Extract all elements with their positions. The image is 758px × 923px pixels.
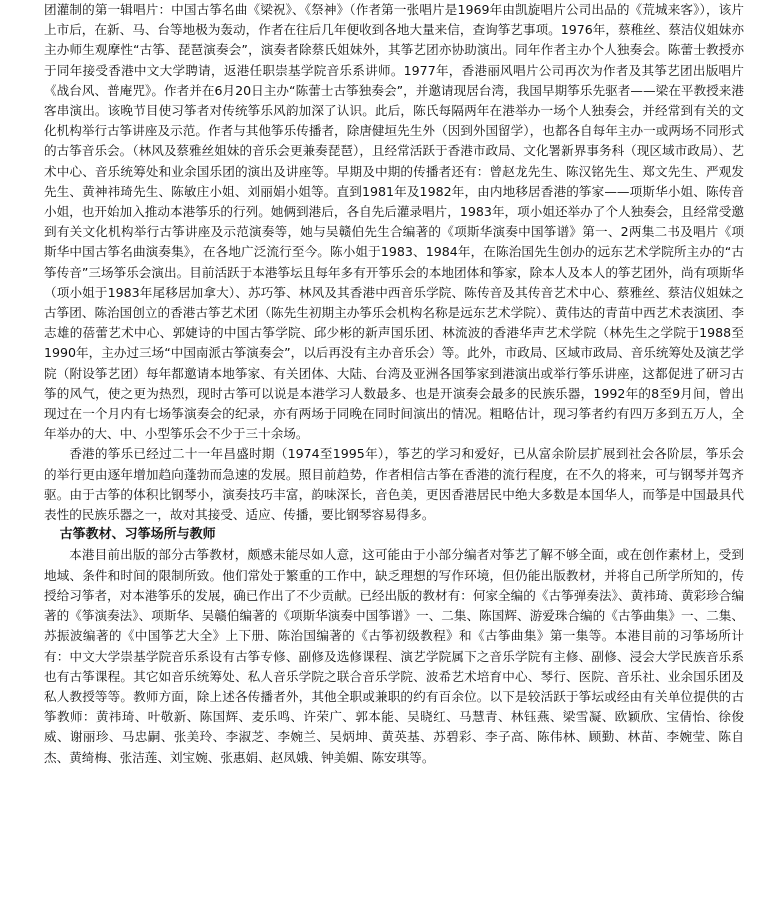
document-page bbox=[44, 0, 744, 768]
section-heading: 古筝教材、习筝场所与教师 bbox=[59, 527, 216, 543]
paragraph-prosperity: 香港的筝乐已经过二十一年昌盛时期（1974至1995年），筝艺的学习和爱好，已从富余阶层扩展到社会各阶层，筝乐会的举行更由逐年增加趋向蓬勃而急速的发展。照目前趋势，作者相信古筝在香港的流行程度，在不久的将来，可与钢琴并驾齐驱。由于古筝的体积比钢琴小，演奏技巧丰富，韵味深长，音色美，更因香港居民中绝大多数是本国华人，而筝是中国最具代表性的民族乐器之一，故对其接受、适应、传播，要比钢琴容易得多。 bbox=[44, 446, 744, 523]
paragraph-history: 团灌制的第一辑唱片：中国古筝名曲《梁祝》、《祭神》（作者第一张唱片是1969年由凯旋唱片公司出品的《荒城来客》），该片上市后，在新、马、台等地极为轰动，作者在往后几年便收到各地大量来信，查询筝艺事项。1976年，蔡稚丝、蔡洁仪姐妹亦主办师生观摩性“古筝、琵琶演奏会”，演奏者除蔡氏姐妹外，其筝艺团亦协助演出。同年作者主办个人独奏会。陈蕾士教授亦于同年接受香港中文大学聘请，返港任职崇基学院音乐系讲师。1977年，香港丽风唱片公司再次为作者及其筝艺团出版唱片《战台风、普庵咒》。作者并在6月20日主办“陈蕾士古筝独奏会”，并邀请现居台湾，我国早期筝乐先驱者——梁在平教授来港客串演出。该晚节目使习筝者对传统筝乐风韵加深了认识。此后，陈氏每隔两年在港举办一场个人独奏会，并经常到有关的文化机构举行古筝讲座及示范。作者与其他筝乐传播者，除唐健垣先生外（因到外国留学），也都各自每年主办一或两场不同形式的古筝音乐会。（林风及蔡雅丝姐妹的音乐会更兼奏琵琶），且经常活跃于香港市政局、文化署新界事务科（现区域市政局）、艺术中心、音乐统筹处和业余国乐团的演出及讲座等。早期及中期的传播者还有：曾赵龙先生、陈汉铭先生、郑文先生、严观发先生、黄神祎琦先生、陈敏庄小姐、刘丽娟小姐等。直到1981年及1982年，由内地移居香港的筝家——项斯华小姐、陈传音小姐，也开始加入推动本港筝乐的行列。她俩到港后，各自先后灌录唱片，1983年，项小姐还举办了个人独奏会，且经常受邀到有关文化机构举行古筝讲座及示范演奏等，她与吴赣伯先生合编著的《项斯华演奏中国筝谱》第一、2两集二书及唱片《项斯华中国古筝名曲演奏集》，在各地广泛流行至今。陈小姐于1983、1984年，在陈治国先生创办的远东艺术学院所主办的“古筝传音”三场筝乐会演出。目前活跃于本港筝坛且每年多有开筝乐会的本地团体和筝家，除本人及本人的筝艺团外，尚有项斯华（项小姐于1983年尾移居加拿大）、苏巧筝、林风及其香港中西音乐学院、陈传音及其传音艺术中心、蔡雅丝、蔡洁仪姐妹之古筝团、陈治国创立的香港古筝艺术团（陈先生初期主办筝乐会机构名称是远东艺术学院）、黄伟达的青苗中西艺术表演团、李志雄的蓓蕾艺术中心、郭婕诗的中国古筝学院、邱少彬的新声国乐团、林流波的香港华声艺术学院（林先生之学院于1988至1990年，主办过三场“中国南派古筝演奏会”，以后再没有主办音乐会）等。此外，市政局、区域市政局、音乐统筹处及演艺学院（附设筝艺团）每年都邀请本地筝家、有关团体、大陆、台湾及亚洲各国筝家到港演出或举行筝乐讲座，这都促进了研习古筝的风气，使之更为热烈，现时古筝可以说是本港学习人数最多、也是开演奏会最多的民族乐器，1992年的8至9月间，曾出现过在一个月内有七场筝演奏会的纪录，亦有两场于同晚在同时间演出的情况。粗略估计，现习筝者约有四万多到五万人，全年举办的大、中、小型筝乐会不少于三十余场。 bbox=[44, 2, 744, 442]
paragraph-materials: 本港目前出版的部分古筝教材，颇感未能尽如人意，这可能由于小部分编者对筝艺了解不够全面，或在创作素材上，受到地域、条件和时间的限制所致。他们常处于繁重的工作中，缺乏理想的写作环境，但仍能出版教材，并将自己所学所知的，传授给习筝者，对本港筝乐的发展，确已作出了不少贡献。已经出版的教材有：何家全编的《古筝弹奏法》、黄祎琦、黄彩珍合编著的《筝演奏法》、项斯华、吴赣伯编著的《项斯华演奏中国筝谱》一、二集、陈国辉、游爱珠合编的《古筝曲集》一、二集、苏振波编著的《中国筝艺大全》上下册、陈治国编著的《古筝初级教程》和《古筝曲集》第一集等。本港目前的习筝场所计有：中文大学崇基学院音乐系设有古筝专修、副修及选修课程、演艺学院属下之音乐学院有主修、副修、浸会大学民族音乐系也有古筝课程。其它如音乐统筹处、私人音乐学院之联合音乐学院、波希艺术培育中心、琴行、医院、音乐社、业余国乐团及私人教授等等。教师方面，除上述各传播者外，其他全职或兼职的约有百余位。以下是较活跃于筝坛或经由有关单位提供的古筝教师：黄祎琦、叶敬新、陈国辉、麦乐鸣、许荣广、郭本能、吴晓红、马慧青、林钰燕、梁雪凝、欧颖欣、宝倩怡、徐俊威、谢丽珍、马忠嗣、张美玲、李淑芝、李婉兰、吴炳坤、黄英基、苏碧彩、李子高、陈伟林、顾勤、林苗、李婉莹、陈自杰、黄绮梅、张洁莲、刘宝婉、张惠娟、赵凤娥、钟美媚、陈安琪等。 bbox=[44, 547, 744, 765]
